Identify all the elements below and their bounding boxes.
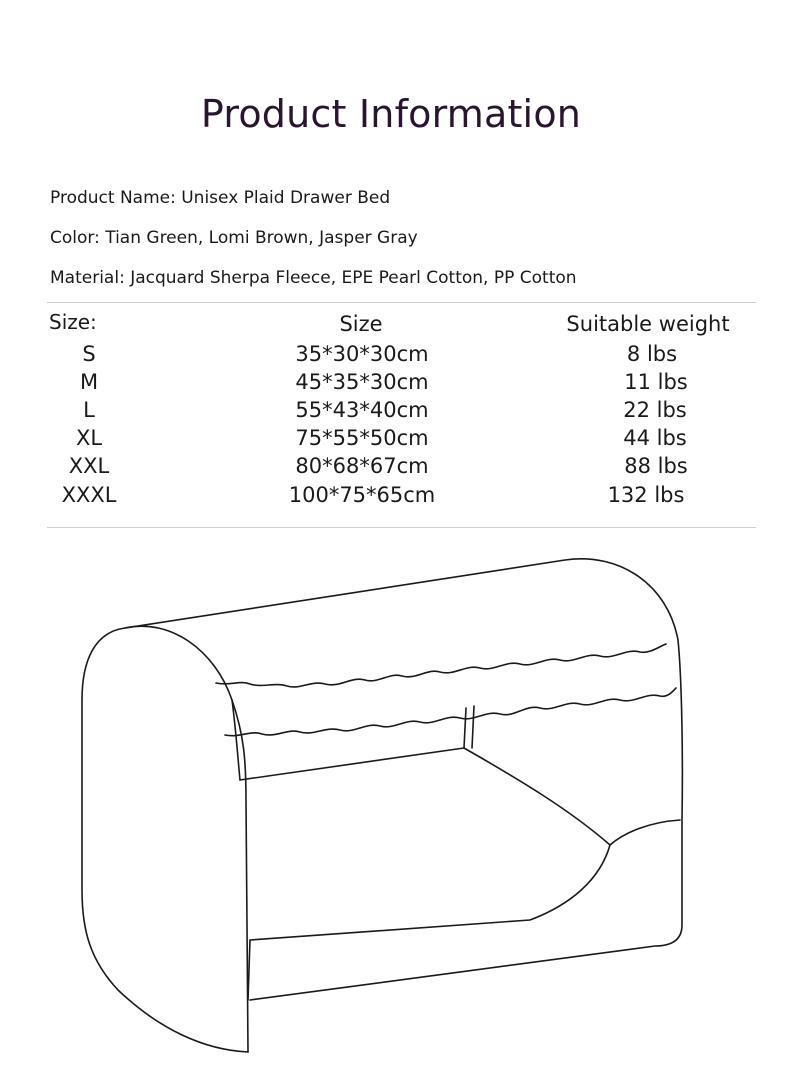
product-color-line: Color: Tian Green, Lomi Brown, Jasper Gray bbox=[50, 228, 418, 248]
size-label-cell: M bbox=[79, 370, 99, 394]
size-label-header: Size: bbox=[49, 310, 97, 334]
weight-cell: 8 lbs bbox=[626, 342, 678, 366]
product-name-line: Product Name: Unisex Plaid Drawer Bed bbox=[50, 188, 391, 208]
drawer-bed-outline-icon bbox=[0, 540, 790, 1070]
table-bottom-divider bbox=[47, 527, 756, 528]
weight-column-header: Suitable weight bbox=[566, 312, 730, 336]
product-material-line: Material: Jacquard Sherpa Fleece, EPE Pearl Cotton, PP Cotton bbox=[50, 268, 577, 288]
table-top-divider bbox=[47, 302, 756, 303]
drawer-bed-illustration bbox=[0, 540, 790, 1070]
weight-cell: 132 lbs bbox=[607, 483, 685, 507]
weight-cell: 11 lbs bbox=[624, 370, 688, 394]
dimensions-cell: 55*43*40cm bbox=[295, 398, 429, 422]
weight-cell: 88 lbs bbox=[624, 454, 688, 478]
dimensions-cell: 80*68*67cm bbox=[295, 454, 429, 478]
size-label-cell: S bbox=[82, 342, 96, 366]
page-title: Product Information bbox=[200, 92, 582, 136]
size-label-cell: XXXL bbox=[61, 483, 117, 507]
dimensions-cell: 45*35*30cm bbox=[295, 370, 429, 394]
size-label-cell: L bbox=[83, 398, 95, 422]
weight-cell: 22 lbs bbox=[623, 398, 687, 422]
weight-cell: 44 lbs bbox=[623, 426, 687, 450]
size-label-cell: XL bbox=[75, 426, 103, 450]
size-label-cell: XXL bbox=[68, 454, 110, 478]
dimensions-cell: 100*75*65cm bbox=[288, 483, 436, 507]
dimensions-cell: 35*30*30cm bbox=[295, 342, 429, 366]
size-column-header: Size bbox=[339, 312, 383, 336]
dimensions-cell: 75*55*50cm bbox=[295, 426, 429, 450]
